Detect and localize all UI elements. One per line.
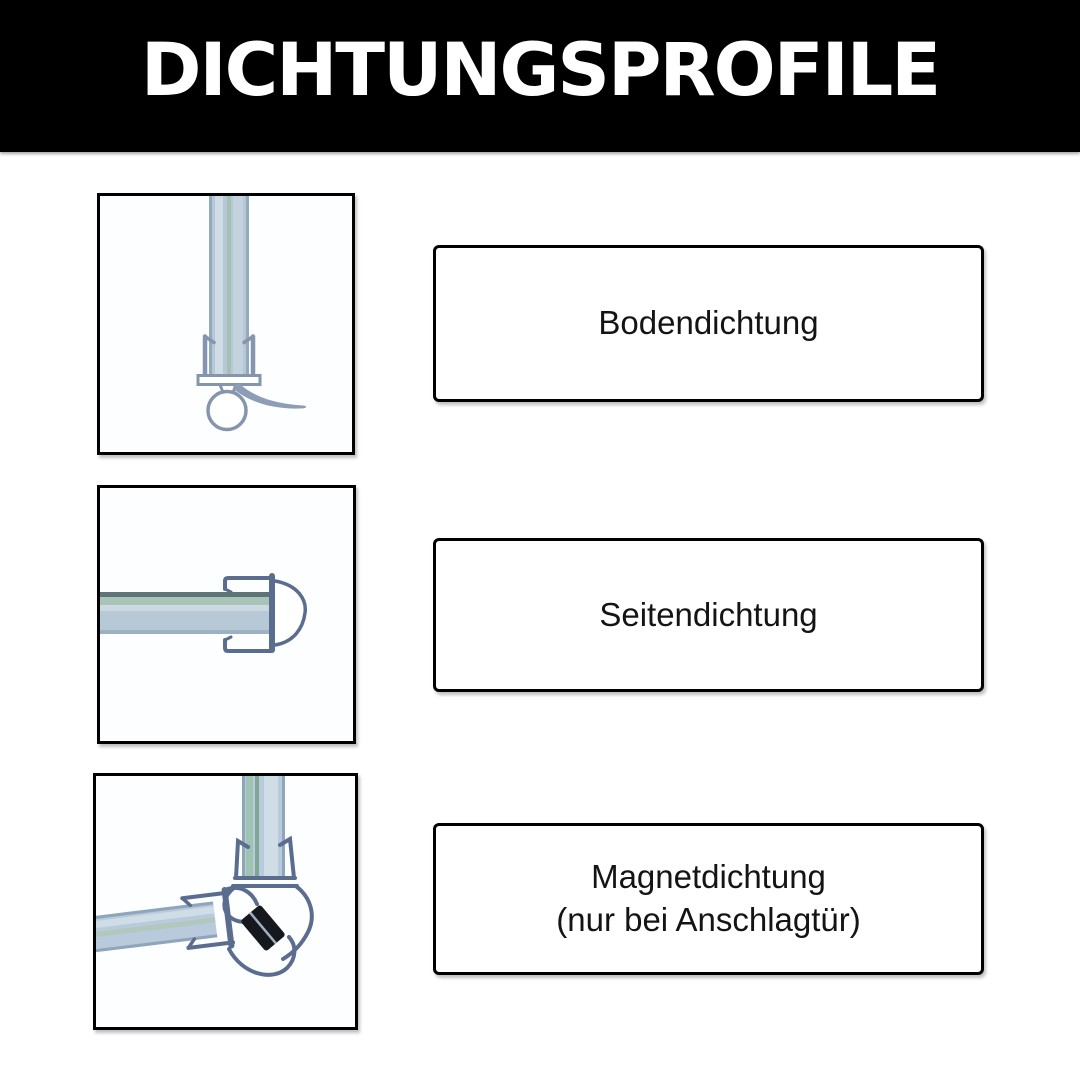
label-text: Bodendichtung bbox=[598, 304, 819, 342]
bodendichtung-label-box bbox=[433, 245, 984, 402]
glass-pane-diagonal bbox=[96, 890, 233, 964]
bottom-seal-illustration bbox=[100, 196, 352, 452]
page-title: DICHTUNGSPROFILE bbox=[140, 27, 940, 113]
label-text-line1: Magnetdichtung bbox=[591, 858, 826, 896]
bodendichtung-image-box bbox=[97, 193, 355, 455]
seitendichtung-image-box bbox=[97, 485, 356, 744]
glass-pane-vertical bbox=[209, 196, 249, 378]
side-seal-illustration bbox=[100, 488, 353, 741]
magnetdichtung-image-box bbox=[93, 773, 358, 1030]
glass-pane-horizontal bbox=[100, 592, 273, 634]
label-text: Seitendichtung bbox=[599, 595, 818, 633]
magnet-seal-illustration bbox=[96, 776, 355, 1027]
glass-pane-vertical bbox=[242, 776, 285, 877]
seal-bulb bbox=[275, 581, 305, 645]
magnetdichtung-label-box bbox=[433, 823, 984, 975]
label-text-line2: (nur bei Anschlagtür) bbox=[556, 901, 861, 938]
seitendichtung-label-box bbox=[433, 538, 984, 692]
title-banner bbox=[0, 0, 1080, 152]
magnet-bar bbox=[240, 904, 286, 951]
drip-tube-circle bbox=[208, 392, 246, 430]
